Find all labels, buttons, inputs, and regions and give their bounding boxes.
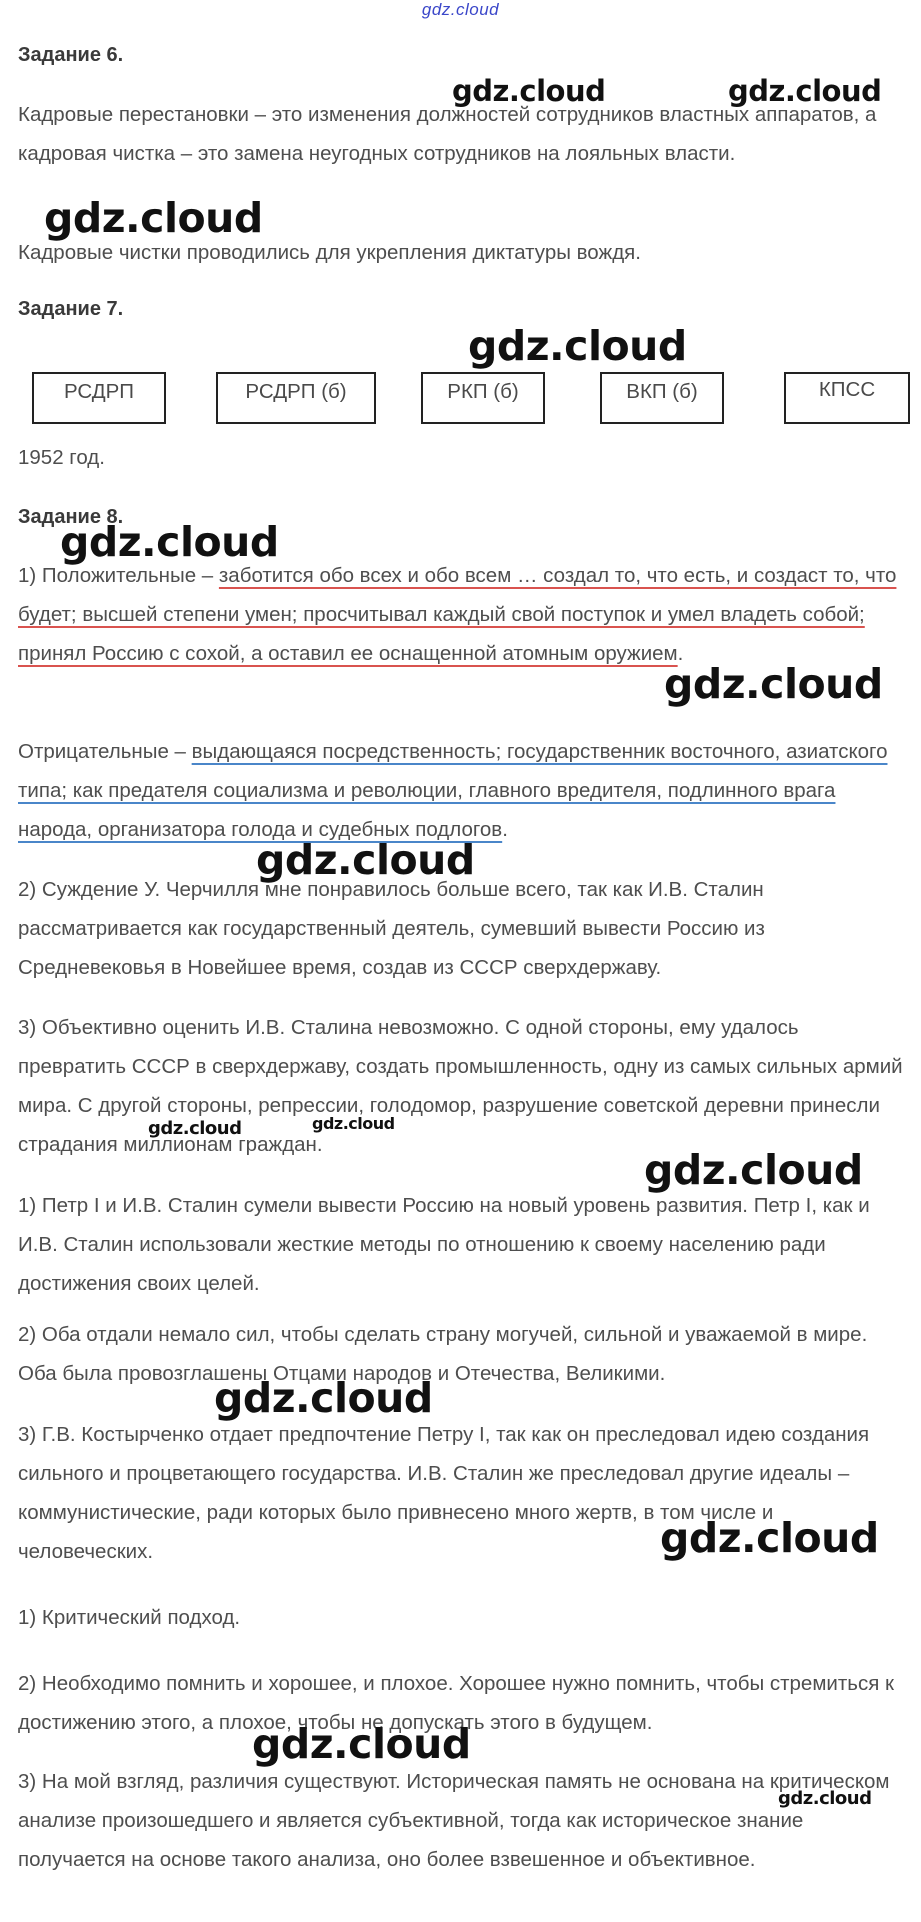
watermark-logo: gdz.cloud: [214, 1374, 433, 1422]
task8-answer-3: 3) Объективно оценить И.В. Сталина невозможно. С одной стороны, ему удалось превратить СССР в сверхдержаву, создать промышленность, одну из самых сильных армий мира. С другой стороны, репрессии, голодомор, разрушение советской деревни принесли страдания миллионам граждан.: [18, 1016, 903, 1156]
watermark-logo: gdz.cloud: [644, 1146, 863, 1194]
watermark-logo: gdz.cloud: [452, 74, 606, 108]
watermark-logo: gdz.cloud: [664, 660, 883, 708]
task8-negative: [18, 732, 908, 849]
party-box-rkp-b: РКП (б): [421, 372, 545, 424]
party-box-kpss: КПСС: [784, 372, 910, 424]
task8-heading: Задание 8.: [18, 506, 124, 528]
task7-year: 1952 год.: [18, 446, 105, 469]
negative-end: .: [502, 818, 508, 841]
task8-positive: [18, 556, 908, 673]
task8-comparison-1: 1) Петр I и И.В. Сталин сумели вывести Россию на новый уровень развития. Петр I, как и И.В. Сталин использовали жесткие методы по отношению к своему населению ради достижения своих целей.: [18, 1194, 870, 1295]
watermark-logo: gdz.cloud: [256, 836, 475, 884]
task8-comparison-2: 2) Оба отдали немало сил, чтобы сделать страну могучей, сильной и уважаемой в мире. Оба была провозглашены Отцами народов и Отечества, Великими.: [18, 1323, 868, 1385]
positive-quotes: заботится обо всех и обо всем … создал то, что есть, и создаст то, что будет; высшей степени умен; просчитывал каждый свой поступок и умел владеть собой; принял Россию с сохой, а оставил ее оснащенной атомным оружием: [18, 564, 897, 665]
watermark-logo: gdz.cloud: [778, 1788, 872, 1809]
watermark-logo: gdz.cloud: [468, 322, 687, 370]
party-box-rsdrp: РСДРП: [32, 372, 166, 424]
watermark-logo: gdz.cloud: [728, 74, 882, 108]
watermark-logo: gdz.cloud: [660, 1514, 879, 1562]
watermark-logo: gdz.cloud: [312, 1114, 395, 1133]
header-watermark: gdz.cloud: [421, 0, 500, 19]
task8-memory-2: 2) Необходимо помнить и хорошее, и плохое. Хорошее нужно помнить, чтобы стремиться к достижению этого, а плохое, чтобы не допускать этого в будущем.: [18, 1672, 894, 1734]
task6-paragraph-1: Кадровые перестановки – это изменения должностей сотрудников властных аппаратов, а кадровая чистка – это замена неугодных сотрудников на лояльных власти.: [18, 103, 877, 165]
watermark-logo: gdz.cloud: [44, 194, 263, 242]
watermark-logo: gdz.cloud: [60, 518, 279, 566]
task7-heading: Задание 7.: [18, 298, 124, 320]
positive-prefix: 1) Положительные –: [18, 564, 219, 587]
task8-memory-1: 1) Критический подход.: [18, 1606, 241, 1629]
task6-heading: Задание 6.: [18, 44, 124, 66]
negative-quotes: выдающаяся посредственность; государственник восточного, азиатского типа; как предателя социализма и революции, главного вредителя, подлинного врага народа, организатора голода и судебных подлогов: [18, 740, 888, 841]
task8-answer-2: 2) Суждение У. Черчилля мне понравилось больше всего, так как И.В. Сталин рассматривается как государственный деятель, сумевший вывести Россию из Средневековья в Новейшее время, создав из СССР сверхдержаву.: [18, 878, 765, 979]
watermark-logo: gdz.cloud: [148, 1118, 242, 1139]
party-box-vkp-b: ВКП (б): [600, 372, 724, 424]
task8-memory-3: 3) На мой взгляд, различия существуют. Историческая память не основана на критическом анализе произошедшего и является субъективной, тогда как историческое знание получается на основе такого анализа, оно более взвешенное и объективное.: [18, 1770, 890, 1871]
task6-paragraph-2: Кадровые чистки проводились для укрепления диктатуры вождя.: [18, 241, 641, 264]
watermark-logo: gdz.cloud: [252, 1720, 471, 1768]
party-chain: [0, 372, 921, 432]
positive-end: .: [677, 642, 684, 665]
negative-prefix: Отрицательные –: [18, 740, 192, 763]
task8-comparison-3: 3) Г.В. Костырченко отдает предпочтение Петру I, так как он преследовал идею создания сильного и процветающего государства. И.В. Сталин же преследовал другие идеалы – коммунистические, ради которых было привнесено много жертв, в том числе и человеческих.: [18, 1423, 870, 1563]
party-box-rsdrp-b: РСДРП (б): [216, 372, 376, 424]
